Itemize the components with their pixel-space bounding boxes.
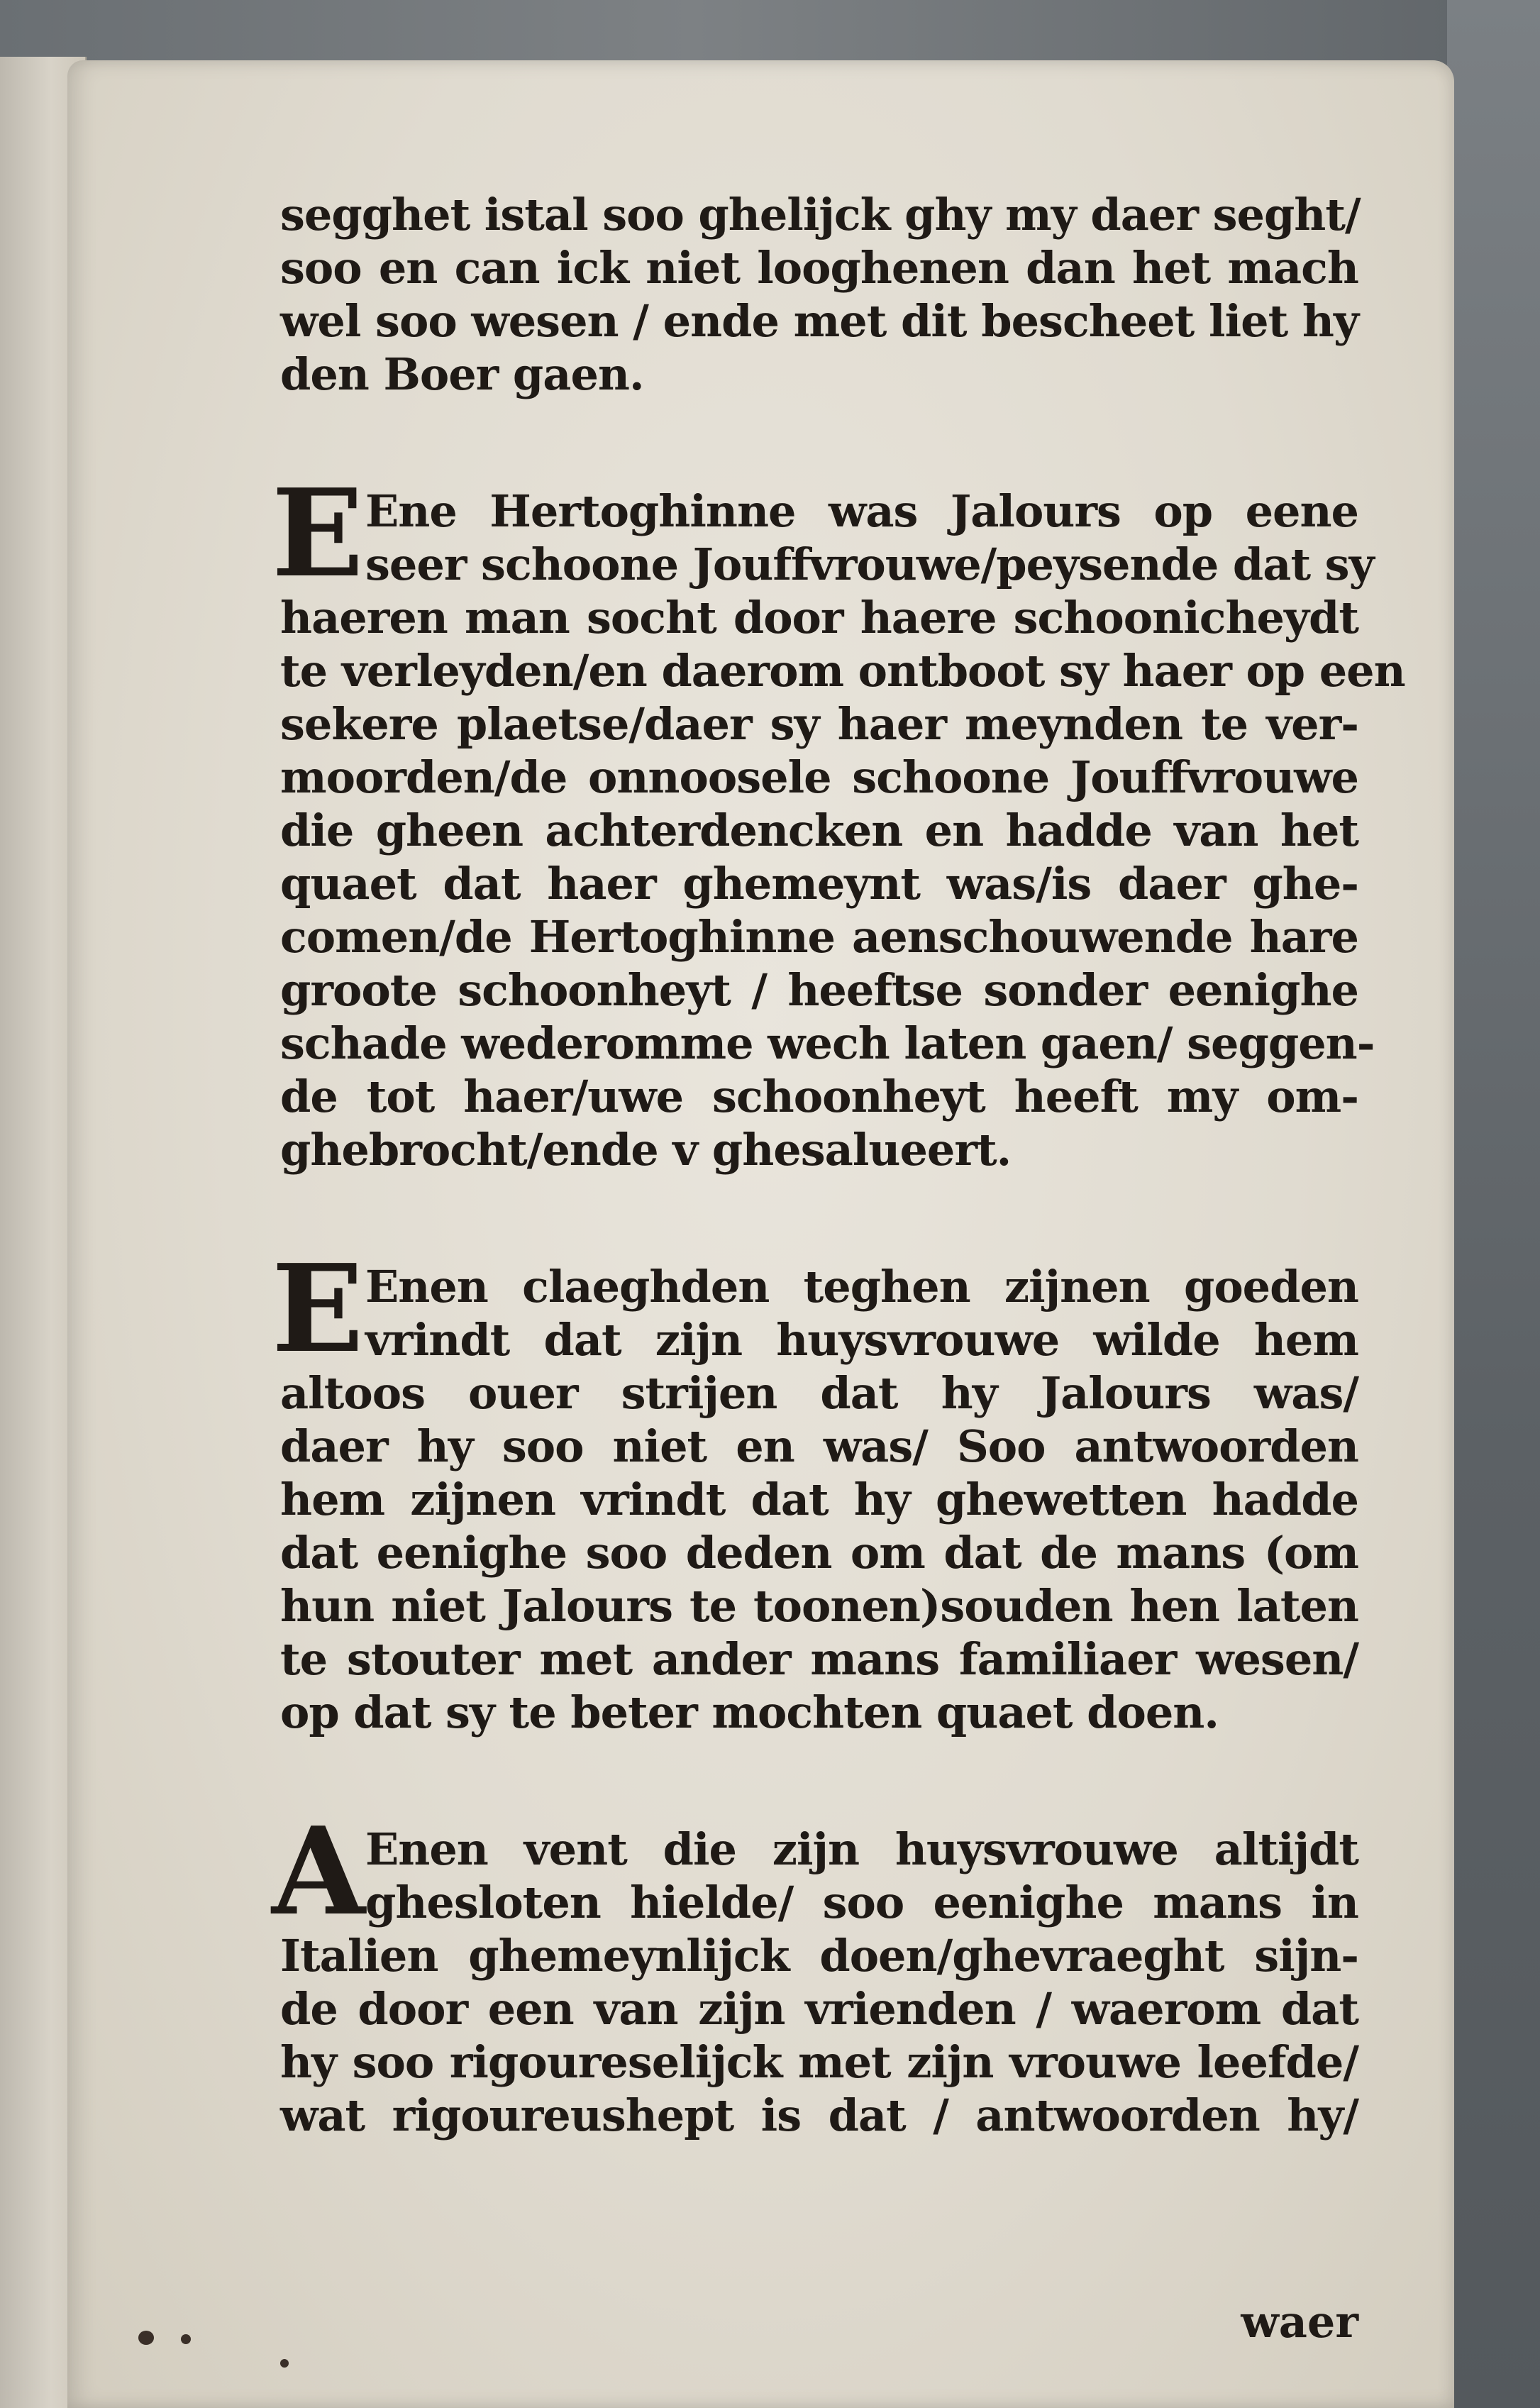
text-line: hun niet Jalours te toonen)souden hen laten bbox=[280, 1580, 1358, 1632]
text-line: den Boer gaen. bbox=[280, 348, 644, 400]
paragraph-3 bbox=[272, 1238, 1358, 1739]
text-line: Enen claeghden teghen zijnen goeden bbox=[365, 1261, 1358, 1313]
text-line: wel soo wesen / ende met dit bescheet liet hy bbox=[280, 295, 1358, 347]
text-line: seer schoone Jouffvrouwe/peysende dat sy bbox=[365, 539, 1374, 590]
page-text bbox=[272, 188, 1405, 2348]
text-line: moorden/de onnoosele schoone Jouffvrouwe bbox=[280, 751, 1358, 803]
paragraph-4 bbox=[272, 1801, 1358, 2142]
text-line: Italien ghemeynlijck doen/ghevraeght sijn- bbox=[280, 1930, 1358, 1982]
text-line: op dat sy te beter mochten quaet doen. bbox=[280, 1686, 1219, 1738]
paragraph-1 bbox=[280, 188, 1361, 401]
text-line: haeren man socht door haere schoonicheydt bbox=[280, 592, 1358, 644]
text-line: segghet istal soo ghelijck ghy my daer seght/ bbox=[280, 189, 1361, 241]
text-line: hem zijnen vrindt dat hy ghewetten hadde bbox=[280, 1474, 1358, 1525]
text-line: dat eenighe soo deden om dat de mans (om bbox=[280, 1527, 1358, 1579]
text-line: Ene Hertoghinne was Jalours op eene bbox=[365, 485, 1358, 537]
ink-spot bbox=[280, 2359, 289, 2368]
ink-spot bbox=[138, 2331, 154, 2345]
catchword: waer bbox=[1241, 2296, 1358, 2348]
text-line: de door een van zijn vrienden / waerom dat bbox=[280, 1983, 1358, 2035]
paragraph-2 bbox=[272, 463, 1405, 1176]
text-line: soo en can ick niet looghenen dan het mach bbox=[280, 242, 1358, 294]
text-line: comen/de Hertoghinne aenschouwende hare bbox=[280, 911, 1358, 963]
text-line: sekere plaetse/daer sy haer meynden te ver- bbox=[280, 698, 1358, 750]
text-line: vrindt dat zijn huysvrouwe wilde hem bbox=[365, 1314, 1358, 1366]
text-line: Enen vent die zijn huysvrouwe altijdt bbox=[365, 1823, 1358, 1875]
ink-spot bbox=[181, 2334, 191, 2344]
text-line: groote schoonheyt / heeftse sonder eenighe bbox=[280, 964, 1358, 1016]
drop-cap: A bbox=[272, 1801, 365, 1943]
book-page bbox=[67, 60, 1454, 2408]
text-line: de tot haer/uwe schoonheyt heeft my om- bbox=[280, 1071, 1358, 1122]
text-line: hy soo rigoureselijck met zijn vrouwe leefde/ bbox=[280, 2036, 1358, 2088]
text-line: wat rigoureushept is dat / antwoorden hy/ bbox=[280, 2089, 1358, 2141]
text-line: te stouter met ander mans familiaer wesen/ bbox=[280, 1633, 1358, 1685]
text-line: quaet dat haer ghemeynt was/is daer ghe- bbox=[280, 858, 1358, 910]
drop-cap: E bbox=[272, 463, 364, 604]
text-line: schade wederomme wech laten gaen/ seggen- bbox=[280, 1017, 1375, 1069]
background-cloth-right bbox=[1447, 0, 1540, 2408]
text-line: altoos ouer strijen dat hy Jalours was/ bbox=[280, 1367, 1358, 1419]
text-line: ghebrocht/ende v ghesalueert. bbox=[280, 1124, 1012, 1176]
text-line: ghesloten hielde/ soo eenighe mans in bbox=[365, 1877, 1358, 1928]
text-line: te verleyden/en daerom ontboot sy haer op een bbox=[280, 645, 1405, 697]
text-line: die gheen achterdencken en hadde van het bbox=[280, 805, 1358, 856]
text-line: daer hy soo niet en was/ Soo antwoorden bbox=[280, 1420, 1358, 1472]
drop-cap: E bbox=[272, 1238, 364, 1380]
